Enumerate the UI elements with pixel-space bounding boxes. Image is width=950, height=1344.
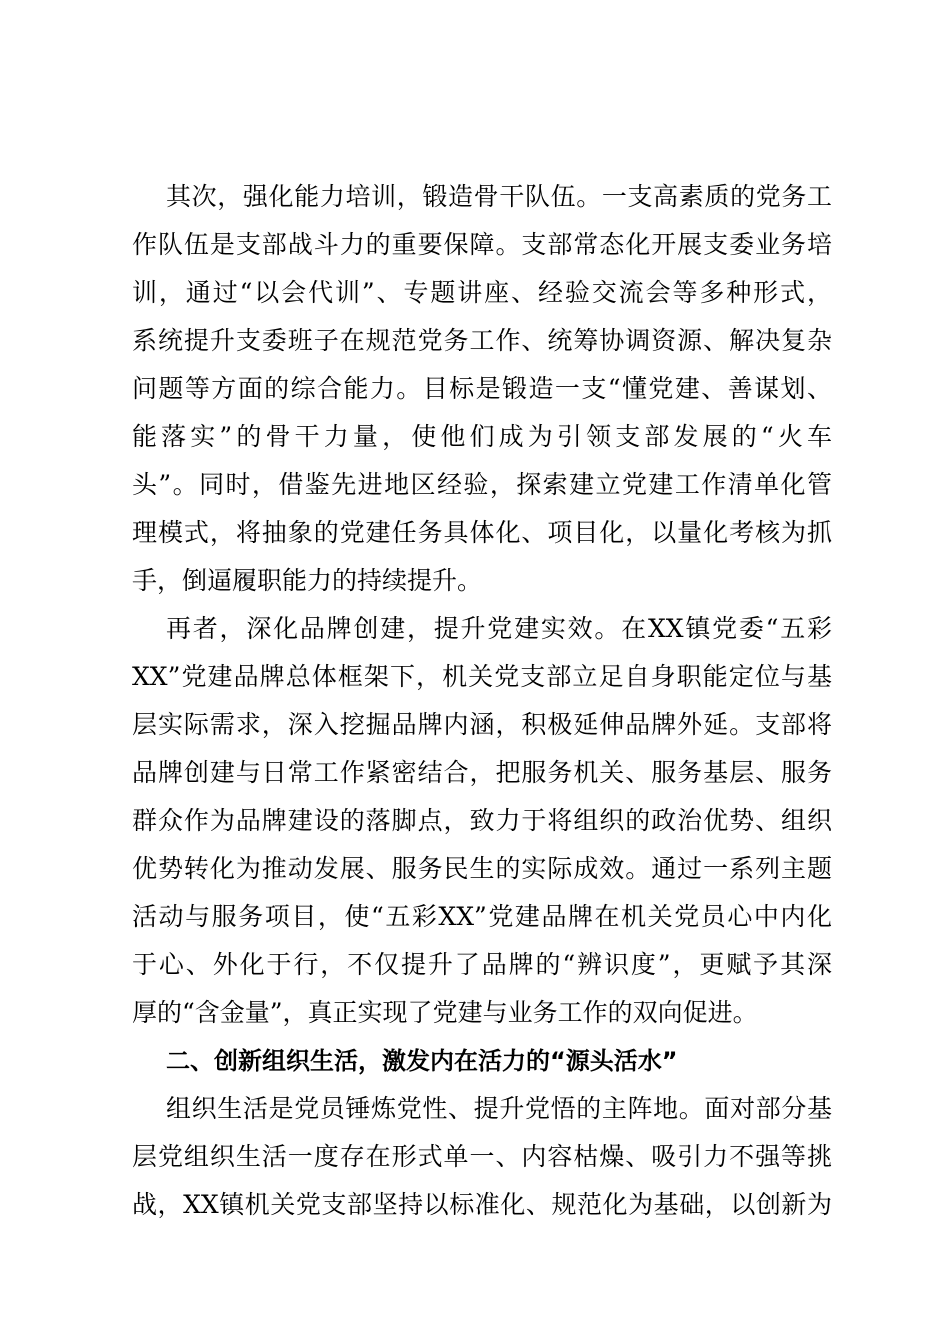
text-line: 层党组织生活一度存在形式单一、内容枯燥、吸引力不强等挑 — [132, 1142, 832, 1171]
text-line: 战，XX镇机关党支部坚持以标准化、规范化为基础，以创新为 — [132, 1190, 832, 1219]
text-line: 作队伍是支部战斗力的重要保障。支部常态化开展支委业务培 — [132, 230, 832, 259]
text-line: 系统提升支委班子在规范党务工作、统筹协调资源、解决复杂 — [132, 326, 832, 355]
text-line: 活动与服务项目，使“五彩XX”党建品牌在机关党员心中内化 — [132, 902, 832, 931]
text-line: 层实际需求，深入挖掘品牌内涵，积极延伸品牌外延。支部将 — [132, 710, 832, 739]
text-line: 再者，深化品牌创建，提升党建实效。在XX镇党委“五彩 — [166, 614, 832, 643]
text-line: 组织生活是党员锤炼党性、提升党悟的主阵地。面对部分基 — [166, 1094, 832, 1123]
text-line: 品牌创建与日常工作紧密结合，把服务机关、服务基层、服务 — [132, 758, 832, 787]
text-line: 厚的“含金量”，真正实现了党建与业务工作的双向促进。 — [132, 998, 758, 1027]
section-heading: 二、创新组织生活，激发内在活力的“源头活水” — [166, 1047, 678, 1075]
text-line: XX”党建品牌总体框架下，机关党支部立足自身职能定位与基 — [132, 662, 832, 691]
text-line: 于心、外化于行，不仅提升了品牌的“辨识度”，更赋予其深 — [132, 950, 832, 979]
text-line: 手，倒逼履职能力的持续提升。 — [132, 566, 483, 595]
text-line: 训，通过“以会代训”、专题讲座、经验交流会等多种形式， — [132, 278, 832, 307]
text-line: 能落实”的骨干力量，使他们成为引领支部发展的“火车 — [132, 422, 832, 451]
text-line: 群众作为品牌建设的落脚点，致力于将组织的政治优势、组织 — [132, 806, 832, 835]
text-line: 优势转化为推动发展、服务民生的实际成效。通过一系列主题 — [132, 854, 832, 883]
text-line: 问题等方面的综合能力。目标是锻造一支“懂党建、善谋划、 — [132, 374, 832, 403]
text-line: 理模式，将抽象的党建任务具体化、项目化，以量化考核为抓 — [132, 518, 832, 547]
text-line: 头”。同时，借鉴先进地区经验，探索建立党建工作清单化管 — [132, 470, 832, 499]
text-line: 其次，强化能力培训，锻造骨干队伍。一支高素质的党务工 — [166, 182, 832, 211]
